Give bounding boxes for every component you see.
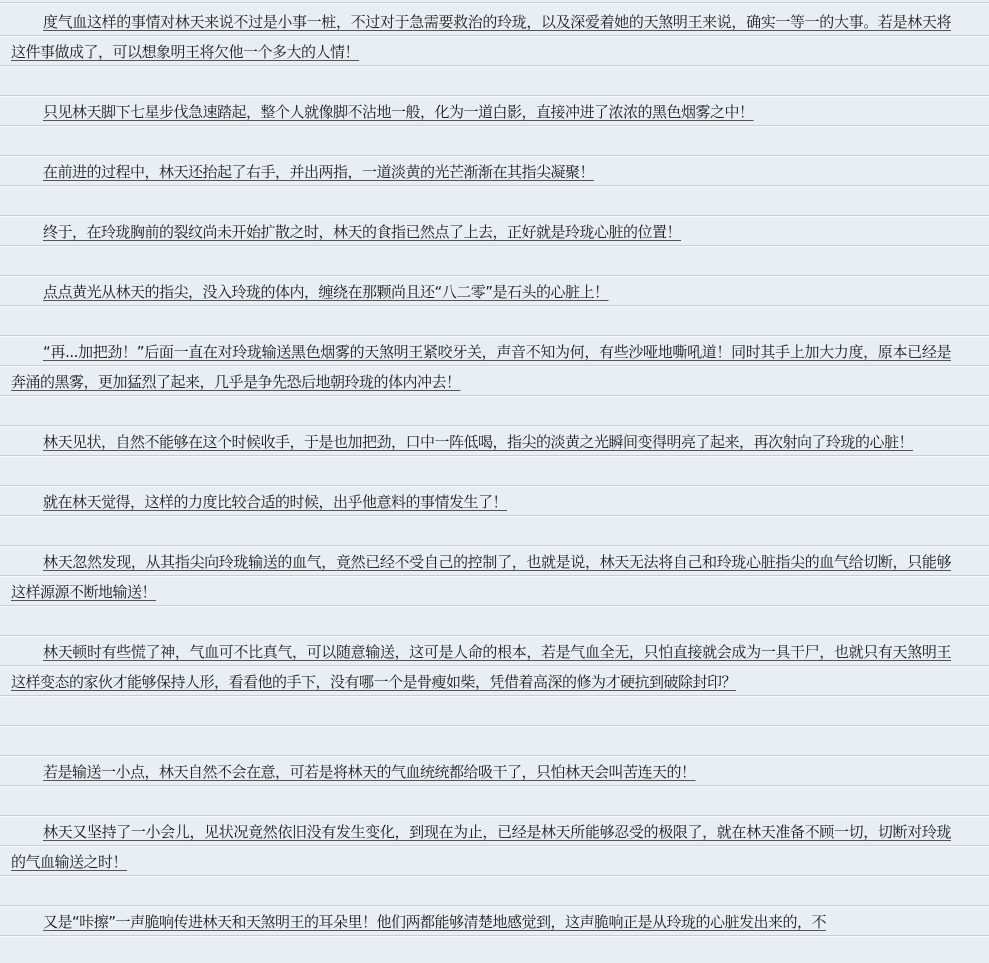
paragraph: 林天顿时有些慌了神，气血可不比真气，可以随意输送，这可是人命的根本，若是气血全无，只怕直接就会成为一具干尸，也就只有天煞明王这样变态的家伙才能够保持人形，看看他的手下，没有哪一个是骨瘦如柴，凭借着高深的修为才硬抗到破除封印？ [11, 643, 951, 691]
paragraph: 终于，在玲珑胸前的裂纹尚未开始扩散之时，林天的食指已然点了上去，正好就是玲珑心脏的位置！ [43, 223, 682, 241]
paragraph: 林天忽然发现，从其指尖向玲珑输送的血气，竟然已经不受自己的控制了，也就是说，林天无法将自己和玲珑心脏指尖的血气给切断，只能够这样源源不断地输送！ [11, 553, 951, 601]
paragraph: 又是“咔擦”一声脆响传进林天和天煞明王的耳朵里！他们两都能够清楚地感觉到，这声脆响正是从玲珑的心脏发出来的，不 [43, 913, 827, 931]
paragraph: 就在林天觉得，这样的力度比较合适的时候，出乎他意料的事情发生了！ [43, 493, 508, 511]
paragraph: 只见林天脚下七星步伐急速踏起，整个人就像脚不沾地一般，化为一道白影，直接冲进了浓浓的黑色烟雾之中！ [43, 103, 754, 121]
document-body [11, 7, 951, 963]
paragraph: 度气血这样的事情对林天来说不过是小事一桩，不过对于急需要救治的玲珑，以及深爱着她的天煞明王来说，确实一等一的大事。若是林天将这件事做成了，可以想象明王将欠他一个多大的人情！ [11, 13, 951, 61]
paragraph: “再...加把劲！”后面一直在对玲珑输送黑色烟雾的天煞明王紧咬牙关，声音不知为何，有些沙哑地嘶吼道！同时其手上加大力度，原本已经是奔涌的黑雾，更加猛烈了起来，几乎是争先恐后地朝玲珑的体内冲去！ [11, 343, 951, 391]
paragraph: 林天见状，自然不能够在这个时候收手，于是也加把劲，口中一阵低喝，指尖的淡黄之光瞬间变得明亮了起来，再次射向了玲珑的心脏！ [43, 433, 914, 451]
paragraph: 在前进的过程中，林天还抬起了右手，并出两指，一道淡黄的光芒渐渐在其指尖凝聚！ [43, 163, 595, 181]
paragraph: 林天又坚持了一小会儿，见状况竟然依旧没有发生变化，到现在为止，已经是林天所能够忍受的极限了，就在林天准备不顾一切，切断对玲珑的气血输送之时！ [11, 823, 951, 871]
paragraph: 点点黄光从林天的指尖，没入玲珑的体内，缠绕在那颗尚且还“八二零”是石头的心脏上！ [43, 283, 609, 301]
paragraph: 若是输送一小点，林天自然不会在意，可若是将林天的气血统统都给吸干了，只怕林天会叫苦连天的！ [43, 763, 696, 781]
